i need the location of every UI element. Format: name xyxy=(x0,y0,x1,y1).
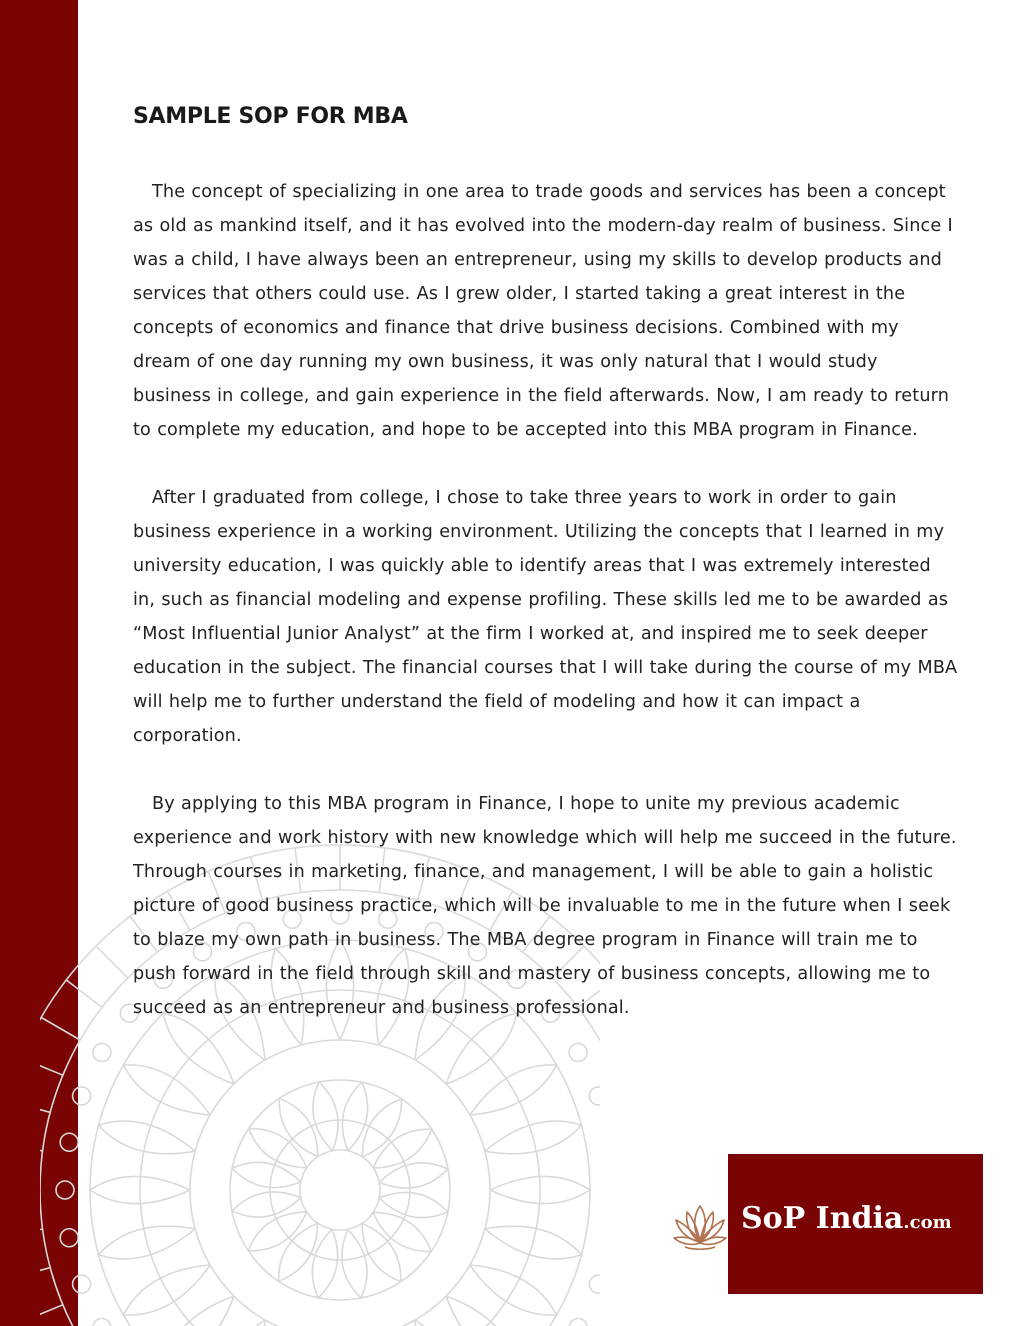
logo-suffix: .com xyxy=(903,1212,952,1233)
lotus-icon xyxy=(671,1200,729,1252)
logo-wordmark xyxy=(741,1201,952,1236)
logo-name: SoP India xyxy=(741,1201,904,1236)
left-color-band xyxy=(0,0,78,1326)
paragraph-1: The concept of specializing in one area to trade goods and services has been a concept as old as mankind itself, and it has evolved into the modern-day realm of business. Since I was a child, I have always been an entrepreneur, using my skills to develop products and services that others could use. As I grew older, I started taking a great interest in the concepts of economics and finance that drive business decisions. Combined with my dream of one day running my own business, it was only natural that I would study business in college, and gain experience in the field afterwards. Now, I am ready to return to complete my education, and hope to be accepted into this MBA program in Finance. xyxy=(133,182,953,440)
paragraph-2: After I graduated from college, I chose to take three years to work in order to gain business experience in a working environment. Utilizing the concepts that I learned in my university education, I was quickly able to identify areas that I was extremely interested in, such as financial modeling and expense profiling. These skills led me to be awarded as “Most Influential Junior Analyst” at the firm I worked at, and inspired me to seek deeper education in the subject. The financial courses that I will take during the course of my MBA will help me to further understand the field of modeling and how it can impact a corporation. xyxy=(133,488,958,746)
document-title: SAMPLE SOP FOR MBA xyxy=(133,104,408,129)
paragraph-3: By applying to this MBA program in Finance, I hope to unite my previous academic experience and work history with new knowledge which will help me succeed in the future. Through courses in marketing, finance, and management, I will be able to gain a holistic picture of good business practice, which will be invaluable to me in the future when I seek to blaze my own path in business. The MBA degree program in Finance will train me to push forward in the field through skill and mastery of business concepts, allowing me to succeed as an entrepreneur and business professional. xyxy=(133,794,957,1018)
document-body xyxy=(133,175,959,1059)
